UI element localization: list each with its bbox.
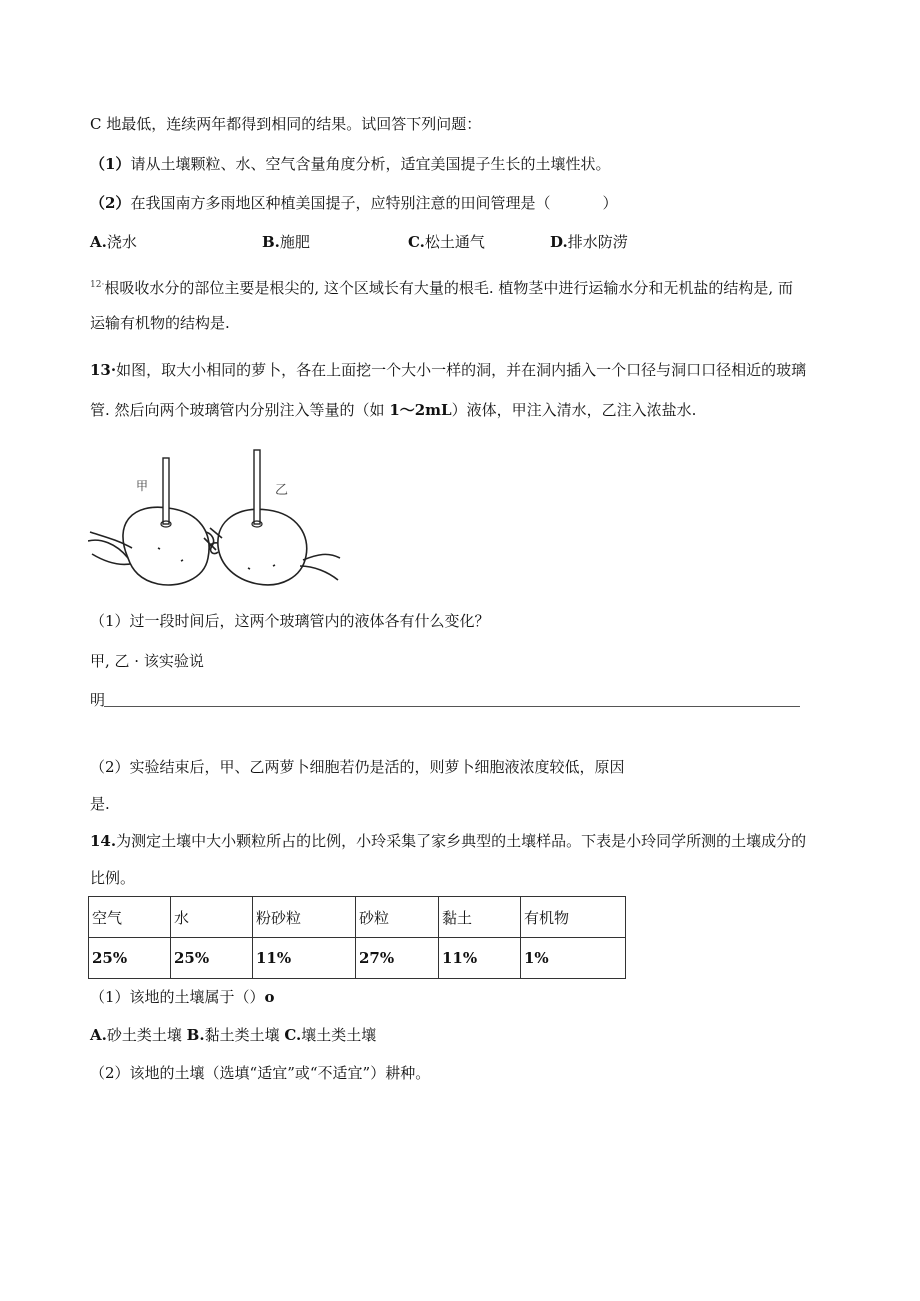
header-silt: 粉砂粒 — [253, 897, 356, 938]
q14-sub1: （1）该地的土壤属于（）o — [90, 988, 275, 1006]
q14-sub2: （2）该地的土壤（选填“适宜”或“不适宜”）耕种。 — [90, 1064, 431, 1082]
q12-line2: 运输有机物的结构是. — [90, 314, 230, 332]
q14-options: A.砂土类土壤 B.黏土类土壤 C.壤土类土壤 — [90, 1026, 377, 1044]
q12-line1: $^{12\cdot}$根吸收水分的部位主要是根尖的, 这个区域长有大量的根毛. 植物茎中进行运输水分和无机盐的结构是, 而 — [90, 279, 793, 297]
q14-line1: 14.为测定土壤中大小颗粒所占的比例，小玲采集了家乡典型的土壤样品。下表是小玲同学所测的土壤成分的 — [90, 832, 807, 850]
header-air: 空气 — [89, 897, 171, 938]
value-sand: 27% — [356, 938, 439, 979]
radish-right — [218, 509, 307, 585]
q13-sub2-line2: 是. — [90, 795, 110, 813]
value-water: 25% — [171, 938, 253, 979]
q13-line1: 13·如图，取大小相同的萝卜，各在上面挖一个大小一样的洞，并在洞内插入一个口径与洞口口径相近的玻璃 — [90, 361, 807, 379]
q11-option-d: D.排水防涝 — [550, 233, 628, 251]
q11-option-b: B.施肥 — [262, 233, 310, 251]
q11-sub1: （1）请从土壤颗粒、水、空气含量角度分析，适宜美国提子生长的土壤性状。 — [90, 155, 611, 173]
value-organic: 1% — [521, 938, 626, 979]
header-water: 水 — [171, 897, 253, 938]
answer-blank-line[interactable] — [104, 706, 800, 707]
q11-intro: C 地最低，连续两年都得到相同的结果。试回答下列问题： — [90, 115, 482, 133]
q13-line2: 管. 然后向两个玻璃管内分别注入等量的（如 1～2mL）液体，甲注入清水，乙注入浓盐水. — [90, 401, 697, 419]
radish-experiment-figure — [88, 448, 343, 593]
header-organic: 有机物 — [521, 897, 626, 938]
label-yi: 乙 — [275, 483, 289, 498]
q11-option-a: A.浇水 — [90, 233, 137, 251]
q13-answer-line2: 明 — [90, 691, 106, 709]
glass-tube-left — [163, 458, 169, 524]
header-clay: 黏土 — [439, 897, 521, 938]
q14-line2: 比例。 — [90, 869, 136, 887]
q11-option-c: C.松土通气 — [408, 233, 485, 251]
q13-answer-line1: 甲, 乙 · 该实验说 — [90, 652, 204, 670]
q11-sub2: （2）在我国南方多雨地区种植美国提子，应特别注意的田间管理是（ ） — [90, 194, 618, 212]
value-silt: 11% — [253, 938, 356, 979]
table-row-values — [89, 938, 626, 979]
glass-tube-right — [254, 450, 260, 524]
value-air: 25% — [89, 938, 171, 979]
q13-sub2-line1: （2）实验结束后，甲、乙两萝卜细胞若仍是活的，则萝卜细胞液浓度较低，原因 — [90, 758, 625, 776]
header-sand: 砂粒 — [356, 897, 439, 938]
label-jia: 甲 — [136, 479, 149, 493]
table-row-headers — [89, 897, 626, 938]
value-clay: 11% — [439, 938, 521, 979]
q13-sub1: （1）过一段时间后，这两个玻璃管内的液体各有什么变化？ — [90, 612, 490, 630]
soil-composition-table — [88, 896, 626, 979]
